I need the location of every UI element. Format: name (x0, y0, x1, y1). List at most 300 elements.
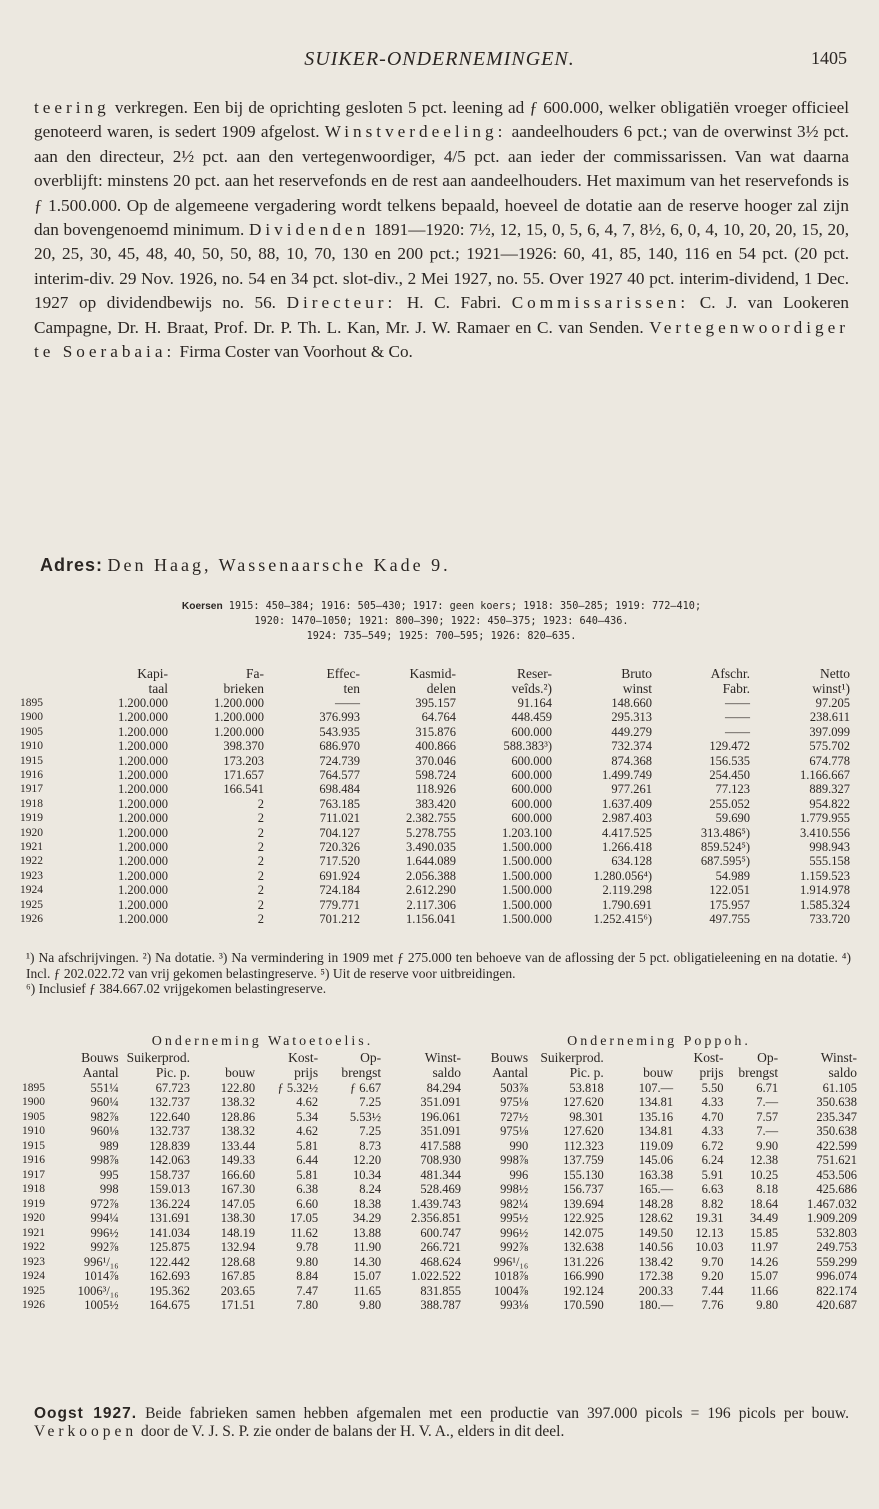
column-header: Suikerprod. (540, 1049, 604, 1065)
table-cell: 2 (257, 897, 264, 912)
table-cell: 751.621 (816, 1153, 857, 1167)
table-row (20, 768, 850, 782)
table-cell: 5.81 (296, 1167, 319, 1182)
table-cell: 148.660 (611, 696, 652, 710)
column-header: brengst (341, 1065, 382, 1080)
year-cell: 1922 (20, 855, 43, 868)
table-cell: 5.53½ (349, 1109, 382, 1124)
text-run: H. C. Fabri. (396, 293, 512, 313)
column-header: brengst (738, 1065, 779, 1080)
table-cell: 140.56 (638, 1240, 674, 1254)
column-header: Netto (820, 666, 850, 681)
table-cell: 687.595⁵) (700, 854, 750, 869)
column-header: Bouws (81, 1049, 119, 1065)
table-cell: 711.021 (319, 811, 360, 826)
table-cell: 1.914.978 (800, 883, 850, 898)
table-row (22, 1168, 857, 1183)
table-cell: 171.657 (223, 768, 264, 783)
directeur-label: Directeur: (286, 293, 397, 313)
year-cell: 1924 (20, 884, 43, 897)
table-cell: 166.541 (223, 782, 264, 797)
table-cell: 14.30 (353, 1254, 382, 1269)
table-cell: 998½ (500, 1182, 529, 1196)
table-cell: 1.200.000 (118, 897, 168, 912)
table-row (22, 1226, 857, 1241)
table-cell: —— (725, 724, 750, 739)
table-cell: 1.500.000 (502, 840, 552, 855)
column-header: Winst- (424, 1049, 461, 1065)
column-header (22, 1050, 64, 1066)
column-header: Op- (360, 1049, 382, 1065)
table-cell: 34.49 (750, 1211, 779, 1225)
year-header-blank (22, 1034, 64, 1050)
table-cell: 555.158 (809, 854, 850, 869)
table-cell: 17.05 (290, 1211, 319, 1225)
table-cell: 2 (257, 811, 264, 826)
table-cell: 1.200.000 (214, 724, 264, 739)
table-cell: 995½ (500, 1211, 529, 1225)
table-cell: 1.280.056⁴) (593, 868, 652, 883)
table-cell: 9.90 (756, 1138, 779, 1153)
table-cell: 315.876 (415, 724, 456, 739)
table-cell: 996½ (90, 1225, 119, 1240)
year-cell: 1925 (22, 1284, 45, 1297)
table-cell: 1.200.000 (214, 696, 264, 710)
table-cell: 2 (257, 796, 264, 811)
table-cell: 733.720 (809, 912, 850, 927)
table-cell: 600.000 (511, 768, 552, 783)
text-run: C. J. van Lookeren Campagne, Dr. H. Braat, Prof. Dr. P. Th. L. Kan, Mr. J. W. Ramaer en C. van Senden. (34, 293, 850, 337)
table-cell: 9.80 (756, 1298, 779, 1312)
table-cell: 175.957 (709, 897, 750, 912)
table-cell: 1018⅞ (493, 1269, 529, 1283)
table-cell: 370.046 (415, 753, 456, 768)
table-cell: 6.63 (701, 1182, 724, 1196)
table-cell: 977.261 (611, 782, 652, 797)
table-cell: 13.88 (353, 1225, 382, 1240)
table-cell: 2 (257, 883, 264, 898)
column-header: Kost- (288, 1049, 319, 1065)
table-cell: 5.34 (296, 1109, 319, 1124)
table-cell: —— (335, 696, 360, 710)
text-run: 1891—1920: 7½, 12, 15, 0, 5, 6, 4, 7, 8½, 6, 0, 4, 10, 20, 20, 15, 20, 20, 25, 30, 45, 48, 40, 50, 50, 88, 10, 70, 130 en 200 pct.; 1921—1926: 60, 41, 85, 140, 116 en 54 pct. (20 pct. interim-div. 29 Nov. 1926, no. 54 en 34 pct. slot-div., 2 Mei 1927, no. 55. Over 1927 40 pct. interim-dividend, 1 Dec. 1927 op dividendbewijs no. 56. (34, 220, 849, 313)
table-cell: 5.81 (296, 1138, 319, 1153)
table-cell: 2.119.298 (602, 883, 652, 898)
table-cell: 2 (257, 868, 264, 883)
table-cell: 128.62 (638, 1211, 674, 1225)
table-cell: 132.737 (149, 1095, 191, 1109)
table-cell: 122.80 (220, 1080, 256, 1095)
koersen-line-3: 1924: 735—549; 1925: 700—595; 1926: 820—635. (306, 631, 577, 642)
table-cell: 125.875 (149, 1240, 191, 1254)
column-header: Fabr. (722, 681, 750, 696)
table-cell: 142.063 (149, 1153, 191, 1167)
group-header-poppoh: Onderneming Poppoh. (567, 1034, 751, 1049)
table-cell: 1.200.000 (118, 739, 168, 754)
table-cell: 9.20 (701, 1269, 724, 1283)
table-cell: 449.279 (611, 724, 652, 739)
table-cell: 266.721 (420, 1240, 461, 1254)
table-cell: 1.166.667 (800, 768, 850, 783)
table-cell: 990 (509, 1138, 529, 1153)
table-cell: 19.31 (695, 1211, 724, 1225)
column-header (604, 1050, 673, 1066)
table-cell: 350.638 (816, 1124, 857, 1138)
table-cell: 148.19 (220, 1225, 256, 1240)
table-cell: 8.73 (359, 1138, 382, 1153)
share-prices (34, 599, 849, 644)
table-cell: —— (725, 696, 750, 710)
table-cell: 128.839 (149, 1138, 191, 1153)
table-cell: 166.990 (563, 1269, 604, 1283)
table-cell: 351.091 (420, 1095, 461, 1109)
table-cell: 132.94 (220, 1240, 256, 1254)
column-header: Kost- (693, 1049, 724, 1065)
group-header-watoetoelis: Onderneming Watoetoelis. (151, 1034, 374, 1049)
table-cell: 122.051 (709, 883, 750, 898)
year-cell: 1918 (22, 1183, 45, 1195)
table-cell: 7.44 (701, 1283, 724, 1298)
table-cell: 132.638 (563, 1240, 604, 1254)
column-header: Op- (757, 1049, 779, 1065)
table-cell: 1.200.000 (118, 710, 168, 725)
table-cell: 7.80 (296, 1298, 319, 1312)
table-row (22, 1153, 857, 1168)
table-cell: 6.60 (296, 1196, 319, 1211)
table-cell: 996.074 (816, 1269, 857, 1283)
koersen-label: Koersen (181, 601, 223, 612)
table-cell: 147.05 (220, 1196, 256, 1211)
year-cell: 1917 (20, 783, 43, 796)
table-cell: 6.72 (701, 1138, 724, 1153)
table-cell: 142.075 (563, 1225, 604, 1240)
column-header: Pic. p. (569, 1065, 604, 1080)
table-cell: 724.184 (319, 883, 360, 898)
table-cell: 996¹/₁₆ (493, 1254, 529, 1269)
table-cell: 8.84 (296, 1269, 319, 1283)
year-cell: 1926 (22, 1299, 45, 1311)
table-cell: 5.91 (701, 1167, 724, 1182)
table-cell: 7.76 (701, 1298, 724, 1312)
table-cell: 159.013 (149, 1182, 191, 1196)
table-cell: 1.159.523 (800, 868, 850, 883)
table-cell: 7.57 (756, 1109, 779, 1124)
page-number: 1405 (811, 48, 847, 68)
table-cell: 992⅞ (90, 1240, 119, 1254)
table-row (20, 840, 850, 854)
table-cell: 180.— (638, 1298, 674, 1312)
table-cell: 996¹/₁₆ (83, 1254, 119, 1269)
table-cell: 165.— (638, 1182, 674, 1196)
table-cell: 468.624 (420, 1254, 461, 1269)
table-cell: 192.124 (563, 1283, 604, 1298)
table-cell: 1.156.041 (406, 912, 456, 927)
table-cell: 996 (509, 1167, 529, 1182)
table-cell: 119.09 (639, 1138, 674, 1153)
table-cell: 764.577 (319, 768, 360, 783)
description-paragraph (34, 96, 849, 364)
table-cell: 960⅛ (90, 1124, 119, 1138)
table-cell: 453.506 (816, 1167, 857, 1182)
table-cell: 3.410.556 (800, 825, 850, 840)
table-cell: 127.620 (563, 1095, 604, 1109)
table-cell: 167.85 (220, 1269, 256, 1283)
table-row (20, 710, 850, 724)
table-cell: 7.— (756, 1095, 779, 1109)
table-cell: 10.03 (695, 1240, 724, 1254)
table-cell: 15.85 (750, 1225, 779, 1240)
table-cell: 1.637.409 (602, 796, 652, 811)
table-cell: 727½ (500, 1109, 529, 1124)
table-cell: 1.200.000 (118, 912, 168, 927)
table-cell: 674.778 (809, 753, 850, 768)
table-cell: 1.585.324 (800, 897, 850, 912)
table-cell: 1.500.000 (502, 854, 552, 869)
table-cell: 4.33 (701, 1124, 724, 1138)
table-cell: 600.000 (511, 724, 552, 739)
table-cell: 1.200.000 (214, 710, 264, 725)
table-cell: 600.000 (511, 811, 552, 826)
table-cell: 107.— (638, 1080, 674, 1095)
table-cell: 1.200.000 (118, 696, 168, 710)
table-cell: 129.472 (709, 739, 750, 754)
table-cell: 395.157 (415, 696, 456, 710)
column-header: Bouws (490, 1049, 529, 1065)
table-cell: 64.764 (421, 710, 456, 725)
table-cell: 994¼ (90, 1211, 119, 1225)
table-cell: 1.500.000 (502, 883, 552, 898)
table-cell: 128.86 (220, 1109, 256, 1124)
year-cell: 1916 (22, 1154, 45, 1166)
table-cell: 1.779.955 (800, 811, 850, 826)
table-cell: 9.80 (359, 1298, 382, 1312)
column-header: prijs (699, 1065, 724, 1080)
table-cell: 400.866 (415, 739, 456, 754)
table-cell: 600.000 (511, 782, 552, 797)
table-cell: 166.60 (220, 1167, 256, 1182)
table-cell: 1.500.000 (502, 897, 552, 912)
table-cell: 196.061 (420, 1109, 461, 1124)
table-cell: 167.30 (220, 1182, 256, 1196)
table-cell: 724.739 (319, 753, 360, 768)
table-cell: 975⅛ (500, 1124, 529, 1138)
table-cell: 503⅞ (500, 1080, 529, 1095)
table-cell: 77.123 (715, 782, 750, 797)
table-cell: 960¼ (90, 1095, 119, 1109)
table-cell: 686.970 (319, 739, 360, 754)
table-cell: 131.226 (563, 1254, 604, 1269)
table-cell: 171.51 (220, 1298, 256, 1312)
table-cell: 156.737 (563, 1182, 604, 1196)
table-cell: 254.450 (709, 768, 750, 783)
table-cell: 420.687 (816, 1298, 857, 1312)
table-cell: 122.925 (563, 1211, 604, 1225)
year-cell: 1910 (20, 740, 43, 753)
table-cell: 295.313 (611, 710, 652, 725)
table-cell: 61.105 (822, 1080, 857, 1095)
table-cell: 238.611 (809, 710, 850, 725)
table-cell: 7.25 (359, 1124, 382, 1138)
table-row (20, 739, 850, 753)
table-cell: 972⅞ (90, 1196, 119, 1211)
column-header: saldo (432, 1065, 461, 1080)
table-cell: 425.686 (816, 1182, 857, 1196)
text-run: door de V. J. S. P. zie onder de balans der H. V. A., elders in dit deel. (137, 1423, 565, 1440)
table-row (22, 1284, 857, 1299)
column-header: taal (148, 681, 168, 696)
table-cell: ƒ 5.32½ (277, 1080, 319, 1095)
column-header: Fa- (246, 666, 264, 681)
table-cell: 998⅞ (90, 1153, 119, 1167)
koersen-line-2: 1920: 1470—1050; 1921: 800—390; 1922: 450—375; 1923: 640—436. (254, 616, 629, 627)
table-cell: 158.737 (149, 1167, 191, 1182)
column-header: Kapi- (137, 666, 168, 681)
table-cell: 1.200.000 (118, 854, 168, 869)
table-cell: 1.499.749 (602, 768, 652, 783)
table-cell: 18.38 (353, 1196, 382, 1211)
text-run: Beide fabrieken samen hebben afgemalen met een productie van 397.000 picols = 196 picols per bouw. (137, 1405, 849, 1422)
column-header: ten (343, 681, 360, 696)
table-cell: 134.81 (638, 1095, 674, 1109)
table-row (20, 725, 850, 739)
table-row (20, 696, 850, 710)
table-cell: 996½ (500, 1225, 529, 1240)
table-row (20, 898, 850, 912)
column-header: Reser- (517, 666, 552, 681)
table-cell: 313.486⁵) (700, 825, 750, 840)
table-cell: 698.484 (319, 782, 360, 797)
table-cell: 998.943 (809, 840, 850, 855)
oogst-label: Oogst 1927. (34, 1405, 138, 1422)
table-cell: 2.356.851 (410, 1211, 461, 1225)
table-cell: 122.640 (149, 1109, 191, 1124)
table-row (22, 1255, 857, 1270)
table-cell: 732.374 (611, 739, 652, 754)
column-header: delen (426, 681, 456, 696)
table-cell: 1004⅞ (493, 1283, 529, 1298)
table-cell: 543.935 (319, 724, 360, 739)
table-cell: 1.790.691 (602, 897, 652, 912)
table-cell: 170.590 (563, 1298, 604, 1312)
table-cell: 255.052 (709, 796, 750, 811)
column-header: saldo (828, 1065, 857, 1080)
table-cell: 2.382.755 (406, 811, 456, 826)
table-cell: 4.62 (296, 1095, 319, 1109)
table-cell: 532.803 (816, 1225, 857, 1240)
year-cell: 1923 (22, 1255, 45, 1268)
table-cell: 1014⅞ (84, 1269, 119, 1283)
running-title: SUIKER-ONDERNEMINGEN. (304, 48, 575, 70)
table-cell: 6.38 (296, 1182, 319, 1196)
table-cell: 12.20 (353, 1153, 382, 1167)
table-cell: 8.18 (756, 1182, 779, 1196)
table-cell: 598.724 (415, 768, 456, 783)
table-cell: 1.200.000 (118, 782, 168, 797)
table-row (20, 797, 850, 811)
column-header: Kasmid- (409, 666, 456, 681)
verkoopen-label: Verkoopen (34, 1423, 138, 1440)
table-cell: 397.099 (809, 724, 850, 739)
address-label: Adres: (40, 555, 104, 575)
year-cell: 1921 (22, 1226, 45, 1239)
table-cell: 127.620 (563, 1124, 604, 1138)
table-cell: 350.638 (816, 1095, 857, 1109)
table-cell: 195.362 (149, 1283, 191, 1298)
table-cell: 717.520 (319, 854, 360, 869)
table-cell: 2.056.388 (406, 868, 456, 883)
koersen-line-1 (34, 599, 849, 614)
column-header: bouw (643, 1065, 674, 1080)
table-cell: 2 (257, 854, 264, 869)
table-cell: 1.266.418 (602, 840, 652, 855)
table-cell: 162.693 (149, 1269, 191, 1283)
table-cell: 9.78 (296, 1240, 319, 1254)
column-header: Aantal (492, 1065, 529, 1080)
table-cell: 172.38 (638, 1269, 674, 1283)
table-row (22, 1139, 857, 1154)
table-cell: 84.294 (426, 1080, 461, 1095)
year-cell: 1921 (20, 841, 43, 854)
table-cell: 59.690 (715, 811, 750, 826)
table-cell: 388.787 (420, 1298, 461, 1312)
table-cell: 91.164 (517, 696, 552, 710)
table-cell: 133.44 (220, 1138, 256, 1153)
year-cell: 1919 (20, 812, 43, 825)
table-cell: 588.383³) (503, 739, 552, 754)
table-cell: 149.50 (638, 1225, 674, 1240)
table-row (22, 1240, 857, 1255)
table-cell: 701.212 (319, 912, 360, 927)
column-header (190, 1050, 255, 1066)
financial-table (20, 666, 850, 927)
table-cell: 1.200.000 (118, 825, 168, 840)
vertegenwoordiger-label: Vertegenwoordiger te Soerabaia: (34, 317, 849, 362)
table-cell: 131.691 (149, 1211, 191, 1225)
table-cell: 398.370 (223, 739, 264, 754)
dividenden-label: Dividenden (248, 220, 370, 240)
table-cell: 11.97 (750, 1240, 779, 1254)
table-cell: 1.200.000 (118, 840, 168, 855)
column-header (22, 1065, 64, 1081)
column-header: veîds.²) (511, 681, 552, 696)
table-cell: 993⅛ (500, 1298, 529, 1312)
footnote-1-5: ¹) Na afschrijvingen. ²) Na dotatie. ³) Na vermindering in 1909 met ƒ 275.000 ten behoeve van de aflossing der 5 pct. obligatieleening en na dotatie. ⁴) Incl. ƒ 202.022.72 van vrij gekomen belastingreserve. ⁵) Uit de reserve voor uitbreidingen. (26, 950, 851, 981)
year-cell: 1910 (22, 1125, 45, 1137)
table-cell: 376.993 (319, 710, 360, 725)
table-cell: 995 (99, 1167, 119, 1182)
table-cell: 145.06 (638, 1153, 674, 1167)
table-cell: 132.737 (149, 1124, 191, 1138)
table-cell: 704.127 (319, 825, 360, 840)
table-cell: 720.326 (319, 840, 360, 855)
table-cell: 7.25 (359, 1095, 382, 1109)
column-header: winst (622, 681, 652, 696)
table-cell: 551¼ (90, 1080, 119, 1095)
table-cell: 600.000 (511, 796, 552, 811)
table-cell: 122.442 (149, 1254, 191, 1269)
table-cell: 10.25 (750, 1167, 779, 1182)
table-cell: 249.753 (816, 1240, 857, 1254)
table-cell: 128.68 (220, 1254, 256, 1269)
table-row (22, 1095, 857, 1110)
table-row (22, 1197, 857, 1212)
table-cell: 200.33 (638, 1283, 674, 1298)
table-cell: 497.755 (709, 912, 750, 927)
table-cell: 134.81 (638, 1124, 674, 1138)
table-cell: 7.47 (296, 1283, 319, 1298)
table-cell: 11.65 (353, 1283, 382, 1298)
table-cell: 989 (99, 1138, 119, 1153)
